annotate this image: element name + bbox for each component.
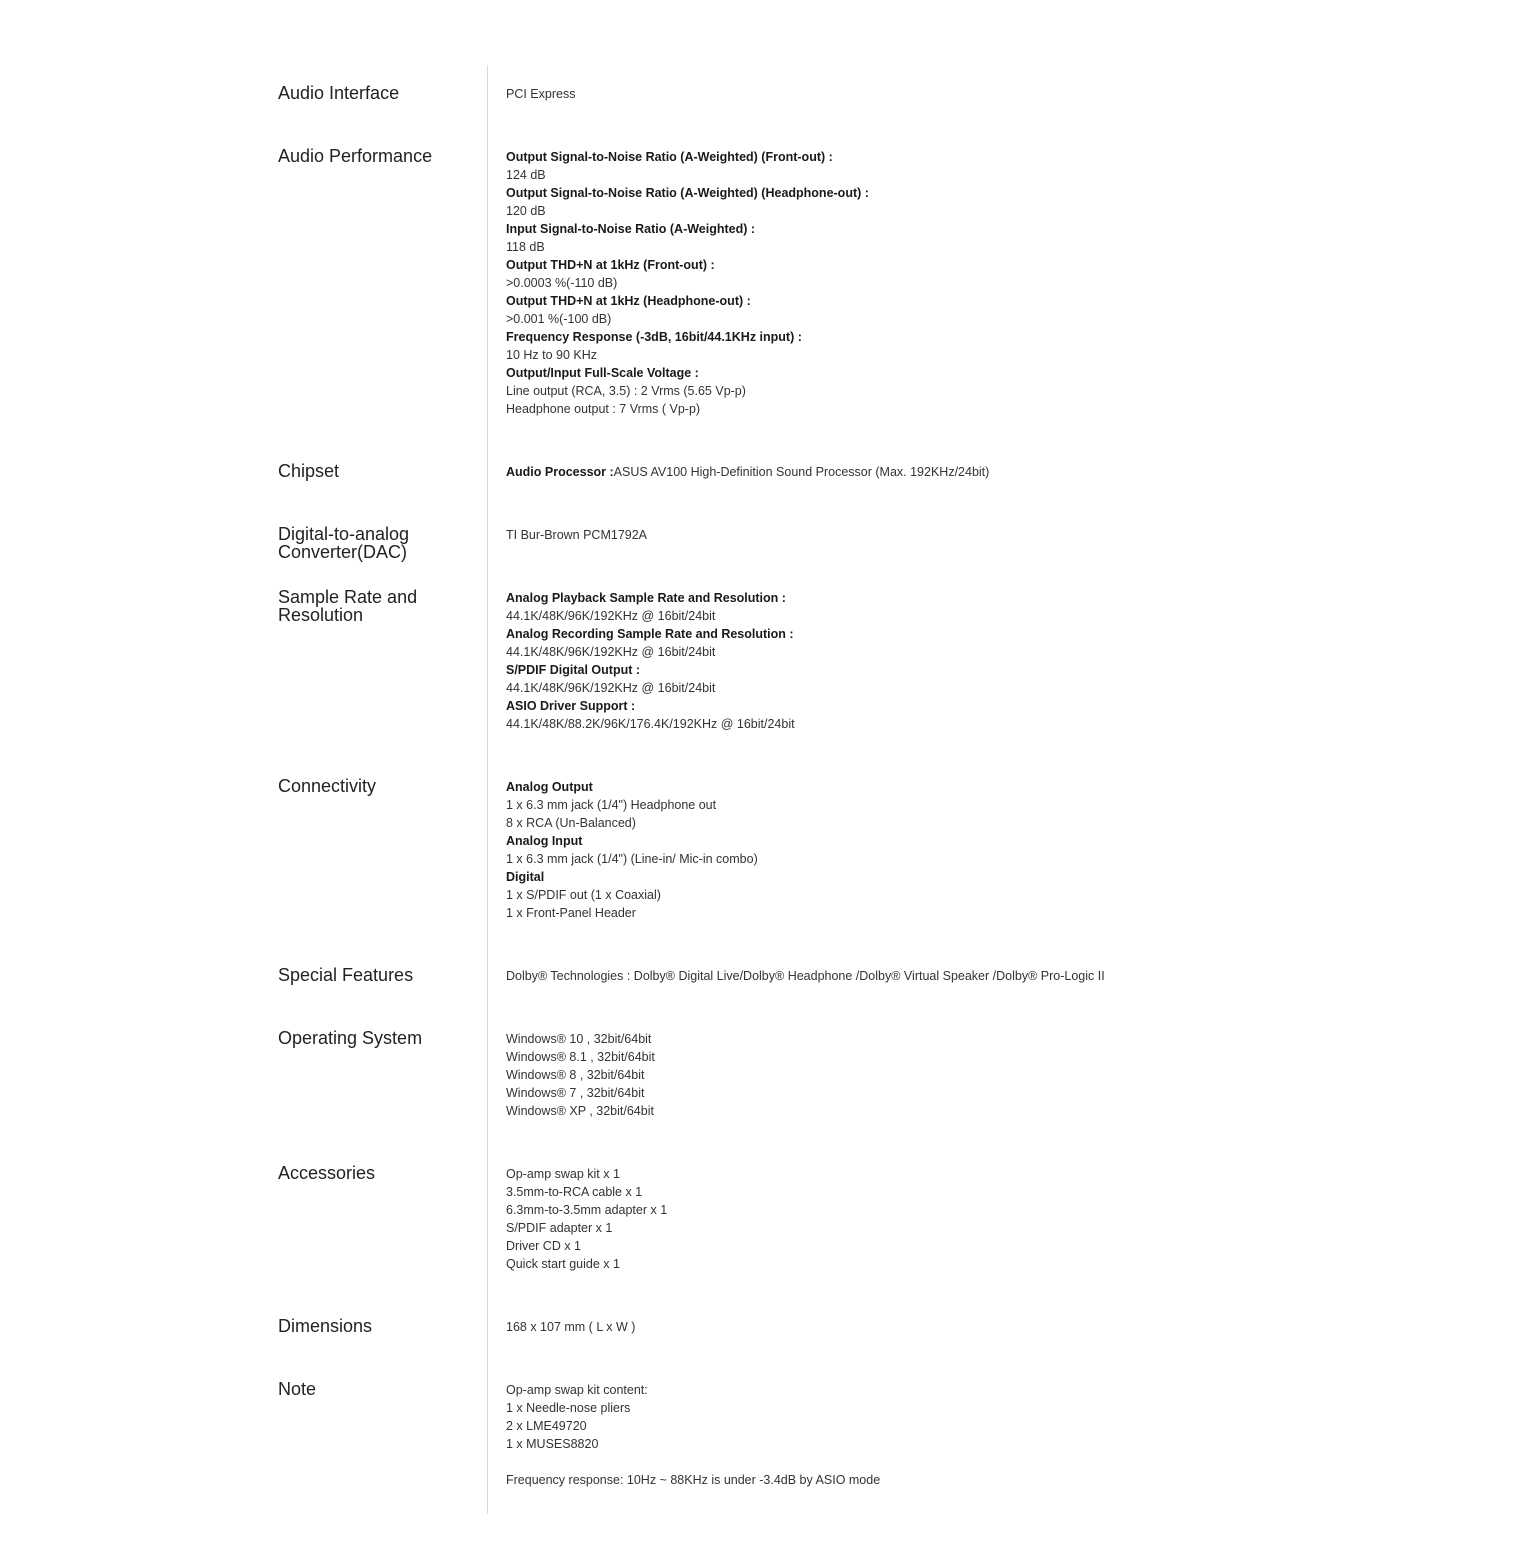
spec-value-line: 44.1K/48K/96K/192KHz @ 16bit/24bit (506, 681, 716, 695)
spec-value-line: 1 x S/PDIF out (1 x Coaxial) (506, 888, 661, 902)
spec-label: Chipset (278, 461, 340, 481)
spec-value (506, 85, 1506, 103)
spec-value (506, 1030, 1506, 1120)
spec-value-line: Op-amp swap kit content: (506, 1383, 648, 1397)
spec-label: Connectivity (278, 776, 377, 796)
spec-subheading: Output/Input Full-Scale Voltage : (506, 366, 699, 380)
spec-subheading: Analog Output (506, 780, 593, 794)
spec-value-line: 3.5mm-to-RCA cable x 1 (506, 1185, 643, 1199)
spec-label: Accessories (278, 1163, 376, 1183)
spec-subheading: Analog Input (506, 834, 583, 848)
spec-subheading: Digital (506, 870, 545, 884)
spec-value-line: 10 Hz to 90 KHz (506, 348, 598, 362)
spec-value-line: 1 x 6.3 mm jack (1/4") (Line-in/ Mic-in combo) (506, 852, 758, 866)
spec-value (506, 1318, 1506, 1336)
spec-value-line: 1 x 6.3 mm jack (1/4") Headphone out (506, 798, 717, 812)
spec-label: Audio Performance (278, 146, 433, 166)
spec-subheading: Output Signal-to-Noise Ratio (A-Weighted) (Headphone-out) : (506, 186, 869, 200)
spec-label: Special Features (278, 965, 414, 985)
column-divider (487, 65, 488, 1514)
spec-value-line: 1 x Front-Panel Header (506, 906, 636, 920)
spec-label: Sample Rate and Resolution (278, 587, 418, 625)
spec-value-line: Windows® 8 , 32bit/64bit (506, 1068, 645, 1082)
spec-inline-heading: Audio Processor : (506, 465, 614, 479)
spec-value (506, 463, 1506, 481)
spec-value-line: Windows® XP , 32bit/64bit (506, 1104, 654, 1118)
spec-value-line: 120 dB (506, 204, 546, 218)
spec-value-line: 1 x MUSES8820 (506, 1437, 599, 1451)
spec-value (506, 967, 1506, 985)
spec-value-line: 2 x LME49720 (506, 1419, 587, 1433)
spec-value-line: Quick start guide x 1 (506, 1257, 620, 1271)
spec-value-line (506, 463, 1506, 481)
spec-value-line: 6.3mm-to-3.5mm adapter x 1 (506, 1203, 668, 1217)
spec-value-line: 124 dB (506, 168, 546, 182)
spec-value-line: Windows® 8.1 , 32bit/64bit (506, 1050, 655, 1064)
spec-value-line: Dolby® Technologies : Dolby® Digital Live/Dolby® Headphone /Dolby® Virtual Speaker /Dolby® Pro-Logic II (506, 969, 1105, 983)
spec-value-line: >0.0003 %(-110 dB) (506, 276, 618, 290)
spec-value-line: 44.1K/48K/96K/192KHz @ 16bit/24bit (506, 609, 716, 623)
spec-subheading: Analog Playback Sample Rate and Resolution : (506, 591, 786, 605)
spec-value-line: S/PDIF adapter x 1 (506, 1221, 613, 1235)
spec-subheading: Output THD+N at 1kHz (Headphone-out) : (506, 294, 751, 308)
spec-value-line: TI Bur-Brown PCM1792A (506, 528, 648, 542)
spec-subheading: ASIO Driver Support : (506, 699, 636, 713)
spec-value (506, 148, 1506, 418)
spec-label: Note (278, 1379, 317, 1399)
spec-value-line (506, 1453, 1506, 1471)
spec-value-line: Driver CD x 1 (506, 1239, 582, 1253)
spec-label: Digital-to-analog Converter(DAC) (278, 524, 410, 562)
spec-value-line: 118 dB (506, 240, 545, 254)
spec-label: Operating System (278, 1028, 423, 1048)
spec-value-line: Windows® 7 , 32bit/64bit (506, 1086, 645, 1100)
spec-value (506, 1381, 1506, 1489)
spec-value-line: 44.1K/48K/96K/192KHz @ 16bit/24bit (506, 645, 716, 659)
spec-label: Dimensions (278, 1316, 373, 1336)
spec-value-line: Windows® 10 , 32bit/64bit (506, 1032, 652, 1046)
spec-value-line: 44.1K/48K/88.2K/96K/176.4K/192KHz @ 16bit/24bit (506, 717, 795, 731)
spec-value-line: 1 x Needle-nose pliers (506, 1401, 631, 1415)
spec-value (506, 589, 1506, 733)
spec-value-line: Headphone output : 7 Vrms ( Vp-p) (506, 402, 701, 416)
spec-inline-text: ASUS AV100 High-Definition Sound Processor (Max. 192KHz/24bit) (613, 465, 990, 479)
spec-value-line: PCI Express (506, 87, 576, 101)
spec-subheading: Output Signal-to-Noise Ratio (A-Weighted) (Front-out) : (506, 150, 833, 164)
spec-value-line: Op-amp swap kit x 1 (506, 1167, 620, 1181)
spec-value (506, 526, 1506, 544)
spec-value (506, 1165, 1506, 1273)
spec-label: Audio Interface (278, 83, 400, 103)
spec-subheading: Input Signal-to-Noise Ratio (A-Weighted) : (506, 222, 756, 236)
spec-value-line: 8 x RCA (Un-Balanced) (506, 816, 636, 830)
spec-subheading: Analog Recording Sample Rate and Resolution : (506, 627, 794, 641)
spec-subheading: Output THD+N at 1kHz (Front-out) : (506, 258, 715, 272)
spec-value-line: 168 x 107 mm ( L x W ) (506, 1320, 636, 1334)
spec-value-line: Frequency response: 10Hz ~ 88KHz is under -3.4dB by ASIO mode (506, 1473, 881, 1487)
spec-value-line: >0.001 %(-100 dB) (506, 312, 612, 326)
spec-subheading: S/PDIF Digital Output : (506, 663, 641, 677)
spec-value-line: Line output (RCA, 3.5) : 2 Vrms (5.65 Vp-p) (506, 384, 746, 398)
spec-value (506, 778, 1506, 922)
spec-subheading: Frequency Response (-3dB, 16bit/44.1KHz input) : (506, 330, 802, 344)
